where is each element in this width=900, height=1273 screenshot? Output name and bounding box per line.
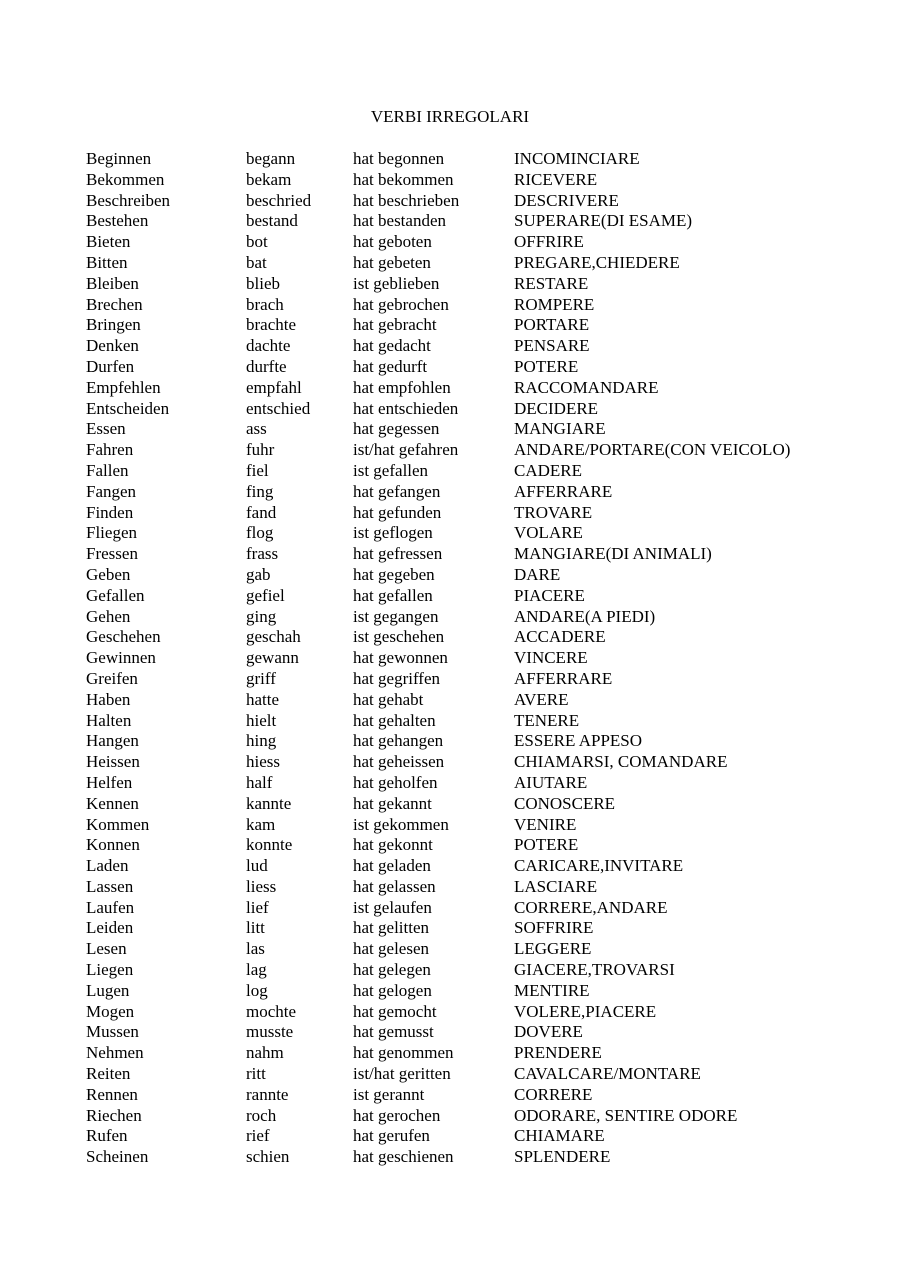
verb-italian-meaning: INCOMINCIARE [514, 149, 640, 168]
verb-preterite: fuhr [246, 440, 275, 460]
verb-italian-meaning: LEGGERE [514, 939, 592, 959]
verb-infinitive: Denken [86, 336, 139, 356]
verb-italian-meaning: OFFRIRE [514, 232, 584, 252]
verb-perfect: hat bekommen [353, 169, 454, 189]
verb-infinitive: Leiden [86, 918, 134, 938]
verb-perfect: hat gerufen [353, 1126, 430, 1146]
verb-perfect: hat gefallen [353, 585, 433, 605]
verb-preterite: kannte [246, 793, 292, 813]
verb-infinitive: Beschreiben [86, 190, 171, 210]
verb-perfect: hat entschieden [353, 398, 459, 418]
verb-infinitive: Bitten [86, 252, 128, 272]
verb-perfect: hat geboten [353, 232, 432, 252]
verb-preterite: ass [246, 419, 267, 439]
verb-infinitive: Gewinnen [86, 648, 156, 668]
verb-infinitive: Konnen [86, 835, 140, 855]
verb-italian-meaning: VINCERE [514, 648, 588, 668]
verb-preterite: entschied [246, 398, 311, 418]
verb-perfect: hat empfohlen [353, 377, 451, 397]
verb-italian-meaning: MANGIARE(DI ANIMALI) [514, 544, 712, 564]
verb-infinitive: Bieten [86, 232, 131, 252]
verb-preterite: geschah [246, 627, 301, 647]
verb-perfect: hat geheissen [353, 752, 445, 772]
verb-italian-meaning: RESTARE [514, 273, 589, 293]
verb-italian-meaning: POTERE [514, 835, 579, 855]
verb-perfect: hat beschrieben [353, 190, 460, 210]
verb-infinitive: Brechen [86, 294, 143, 314]
verb-italian-meaning: ODORARE, SENTIRE ODORE [514, 1105, 738, 1125]
verb-preterite: brachte [246, 315, 297, 335]
verb-italian-meaning: CHIAMARE [514, 1126, 605, 1146]
verb-infinitive: Bekommen [86, 169, 165, 189]
verb-infinitive: Rufen [86, 1126, 128, 1146]
verb-italian-meaning: CAVALCARE/MONTARE [514, 1064, 701, 1084]
verb-preterite: half [246, 772, 273, 792]
verb-infinitive: Gefallen [86, 585, 145, 605]
verb-infinitive: Halten [86, 710, 132, 730]
verb-italian-meaning: SOFFRIRE [514, 918, 594, 938]
verb-infinitive: Fangen [86, 481, 137, 501]
verb-italian-meaning: CONOSCERE [514, 793, 616, 813]
verb-perfect: hat gebeten [353, 252, 431, 272]
verb-preterite: dachte [246, 336, 291, 356]
verb-infinitive: Geben [86, 564, 131, 584]
verb-italian-meaning: DOVERE [514, 1022, 583, 1042]
verb-perfect: ist gekommen [353, 814, 449, 834]
verb-infinitive: Reiten [86, 1064, 131, 1084]
verb-preterite: rannte [246, 1084, 289, 1104]
verb-italian-meaning: VENIRE [514, 814, 577, 834]
verb-infinitive: Helfen [86, 772, 133, 792]
verb-preterite: hing [246, 731, 277, 751]
verb-perfect: hat gehabt [353, 689, 424, 709]
verb-preterite: rief [246, 1126, 270, 1146]
verb-preterite: gab [246, 564, 271, 584]
verb-infinitive: Empfehlen [86, 377, 161, 397]
verb-preterite: blieb [246, 273, 280, 293]
verb-perfect: hat gehalten [353, 710, 436, 730]
verb-italian-meaning: RACCOMANDARE [514, 377, 659, 397]
verb-perfect: hat geladen [353, 856, 431, 876]
verb-infinitive: Kommen [86, 814, 150, 834]
verb-perfect: hat gelitten [353, 918, 430, 938]
verb-preterite: gefiel [246, 585, 285, 605]
verb-preterite: bestand [246, 211, 298, 231]
verb-italian-meaning: MENTIRE [514, 980, 590, 1000]
verb-perfect: hat gelogen [353, 980, 432, 1000]
verb-infinitive: Bringen [86, 315, 141, 335]
verb-infinitive: Liegen [86, 960, 134, 980]
verb-perfect: hat gegeben [353, 564, 435, 584]
verb-italian-meaning: AIUTARE [514, 772, 588, 792]
verb-perfect: hat gefunden [353, 502, 442, 522]
verb-perfect: hat geschienen [353, 1147, 454, 1167]
verb-preterite: ritt [246, 1064, 266, 1084]
verb-perfect: ist geflogen [353, 523, 433, 543]
verb-italian-meaning: PORTARE [514, 315, 590, 335]
verb-infinitive: Gehen [86, 606, 131, 626]
verb-perfect: hat bestanden [353, 211, 446, 231]
verb-preterite: begann [246, 149, 296, 168]
verb-italian-meaning: MANGIARE [514, 419, 606, 439]
verb-infinitive: Durfen [86, 356, 135, 376]
verb-perfect: hat gelassen [353, 876, 436, 896]
verb-italian-meaning: DARE [514, 564, 561, 584]
verb-italian-meaning: CARICARE,INVITARE [514, 856, 684, 876]
verb-preterite: brach [246, 294, 284, 314]
verb-perfect: hat gehangen [353, 731, 444, 751]
verb-preterite: gewann [246, 648, 299, 668]
verb-preterite: beschried [246, 190, 312, 210]
verb-infinitive: Nehmen [86, 1043, 144, 1063]
verb-preterite: lief [246, 897, 269, 917]
verb-infinitive: Entscheiden [86, 398, 170, 418]
verb-italian-meaning: PIACERE [514, 585, 585, 605]
verb-preterite: hiess [246, 752, 280, 772]
verb-infinitive: Greifen [86, 668, 138, 688]
verb-preterite: log [246, 980, 268, 1000]
verb-perfect: hat gefressen [353, 544, 443, 564]
verb-perfect: hat genommen [353, 1043, 454, 1063]
verb-preterite: hatte [246, 689, 280, 709]
verb-italian-meaning: ACCADERE [514, 627, 606, 647]
verb-perfect: hat gelesen [353, 939, 429, 959]
verb-infinitive: Haben [86, 689, 131, 709]
verb-preterite: mochte [246, 1001, 297, 1021]
verb-perfect: hat begonnen [353, 149, 445, 168]
verb-perfect: hat gewonnen [353, 648, 448, 668]
verb-perfect: ist gefallen [353, 460, 429, 480]
verb-preterite: musste [246, 1022, 294, 1042]
verb-infinitive: Finden [86, 502, 134, 522]
verb-infinitive: Fahren [86, 440, 134, 460]
verb-italian-meaning: VOLARE [514, 523, 583, 543]
verb-preterite: durfte [246, 356, 287, 376]
verb-perfect: ist/hat geritten [353, 1064, 451, 1084]
verb-preterite: fiel [246, 460, 269, 480]
verb-infinitive: Mussen [86, 1022, 139, 1042]
verb-italian-meaning: VOLERE,PIACERE [514, 1001, 657, 1021]
verb-perfect: hat gelegen [353, 960, 431, 980]
verb-perfect: hat gedacht [353, 336, 431, 356]
verb-preterite: bat [246, 252, 267, 272]
verb-preterite: nahm [246, 1043, 284, 1063]
verb-preterite: ging [246, 606, 277, 626]
verb-infinitive: Laden [86, 856, 129, 876]
verb-preterite: frass [246, 544, 279, 564]
verb-perfect: hat gemocht [353, 1001, 437, 1021]
verb-italian-meaning: PREGARE,CHIEDERE [514, 252, 680, 272]
verb-preterite: bekam [246, 169, 292, 189]
verb-preterite: konnte [246, 835, 293, 855]
verb-italian-meaning: CORRERE [514, 1084, 593, 1104]
verb-perfect: ist/hat gefahren [353, 440, 459, 460]
verb-infinitive: Heissen [86, 752, 140, 772]
verb-perfect: hat gegriffen [353, 668, 441, 688]
verb-perfect: hat gekannt [353, 793, 432, 813]
verb-italian-meaning: CORRERE,ANDARE [514, 897, 668, 917]
verb-preterite: flog [246, 523, 274, 543]
verb-preterite: bot [246, 232, 268, 252]
verb-infinitive: Rennen [86, 1084, 138, 1104]
verb-preterite: fing [246, 481, 274, 501]
verb-italian-meaning: ANDARE/PORTARE(CON VEICOLO) [514, 440, 791, 460]
verb-preterite: roch [246, 1105, 277, 1125]
verb-perfect: hat gefangen [353, 481, 441, 501]
verb-preterite: hielt [246, 710, 277, 730]
verb-perfect: hat gebracht [353, 315, 437, 335]
verb-infinitive: Beginnen [86, 149, 152, 168]
verb-italian-meaning: ANDARE(A PIEDI) [514, 606, 656, 626]
page-title: VERBI IRREGOLARI [370, 107, 530, 126]
verb-infinitive: Lesen [86, 939, 127, 959]
verb-italian-meaning: TENERE [514, 710, 580, 730]
verb-italian-meaning: SUPERARE(DI ESAME) [514, 211, 693, 231]
verb-perfect: ist gegangen [353, 606, 439, 626]
verb-infinitive: Kennen [86, 793, 139, 813]
verb-perfect: hat gerochen [353, 1105, 441, 1125]
verb-infinitive: Bestehen [86, 211, 149, 231]
verb-preterite: liess [246, 876, 277, 896]
verb-italian-meaning: CHIAMARSI, COMANDARE [514, 752, 728, 772]
verb-perfect: hat gekonnt [353, 835, 433, 855]
verb-perfect: hat geholfen [353, 772, 438, 792]
verb-italian-meaning: POTERE [514, 356, 579, 376]
verb-italian-meaning: RICEVERE [514, 169, 598, 189]
verb-perfect: hat gegessen [353, 419, 440, 439]
verb-perfect: hat gebrochen [353, 294, 449, 314]
verb-preterite: empfahl [246, 377, 302, 397]
verb-perfect: hat gedurft [353, 356, 428, 376]
verb-infinitive: Geschehen [86, 627, 161, 647]
verb-preterite: griff [246, 668, 276, 688]
verb-perfect: ist geblieben [353, 273, 440, 293]
verb-italian-meaning: ESSERE APPESO [514, 731, 643, 751]
verb-italian-meaning: AFFERRARE [514, 668, 613, 688]
verb-italian-meaning: CADERE [514, 460, 582, 480]
verb-italian-meaning: PRENDERE [514, 1043, 602, 1063]
verb-infinitive: Lassen [86, 876, 134, 896]
verb-preterite: las [246, 939, 265, 959]
verb-italian-meaning: PENSARE [514, 336, 590, 356]
verb-italian-meaning: GIACERE,TROVARSI [514, 960, 675, 980]
verb-infinitive: Bleiben [86, 273, 139, 293]
verb-perfect: ist geschehen [353, 627, 445, 647]
verb-infinitive: Essen [86, 419, 126, 439]
verb-infinitive: Lugen [86, 980, 130, 1000]
verb-perfect: ist gerannt [353, 1084, 425, 1104]
verb-italian-meaning: SPLENDERE [514, 1147, 611, 1167]
verb-preterite: schien [246, 1147, 290, 1167]
verb-infinitive: Mogen [86, 1001, 135, 1021]
verb-perfect: ist gelaufen [353, 897, 432, 917]
verb-italian-meaning: DECIDERE [514, 398, 599, 418]
verb-italian-meaning: AVERE [514, 689, 569, 709]
verb-italian-meaning: TROVARE [514, 502, 593, 522]
verb-perfect: hat gemusst [353, 1022, 434, 1042]
verb-infinitive: Hangen [86, 731, 139, 751]
verb-infinitive: Fressen [86, 544, 138, 564]
verb-italian-meaning: AFFERRARE [514, 481, 613, 501]
verb-preterite: fand [246, 502, 277, 522]
verb-preterite: kam [246, 814, 276, 834]
verb-italian-meaning: DESCRIVERE [514, 190, 619, 210]
verb-infinitive: Scheinen [86, 1147, 149, 1167]
verb-italian-meaning: LASCIARE [514, 876, 598, 896]
verb-preterite: litt [246, 918, 265, 938]
verb-infinitive: Riechen [86, 1105, 142, 1125]
verb-italian-meaning: ROMPERE [514, 294, 595, 314]
verb-preterite: lag [246, 960, 267, 980]
verb-infinitive: Fallen [86, 460, 129, 480]
verb-preterite: lud [246, 856, 268, 876]
verb-infinitive: Fliegen [86, 523, 137, 543]
verb-infinitive: Laufen [86, 897, 135, 917]
